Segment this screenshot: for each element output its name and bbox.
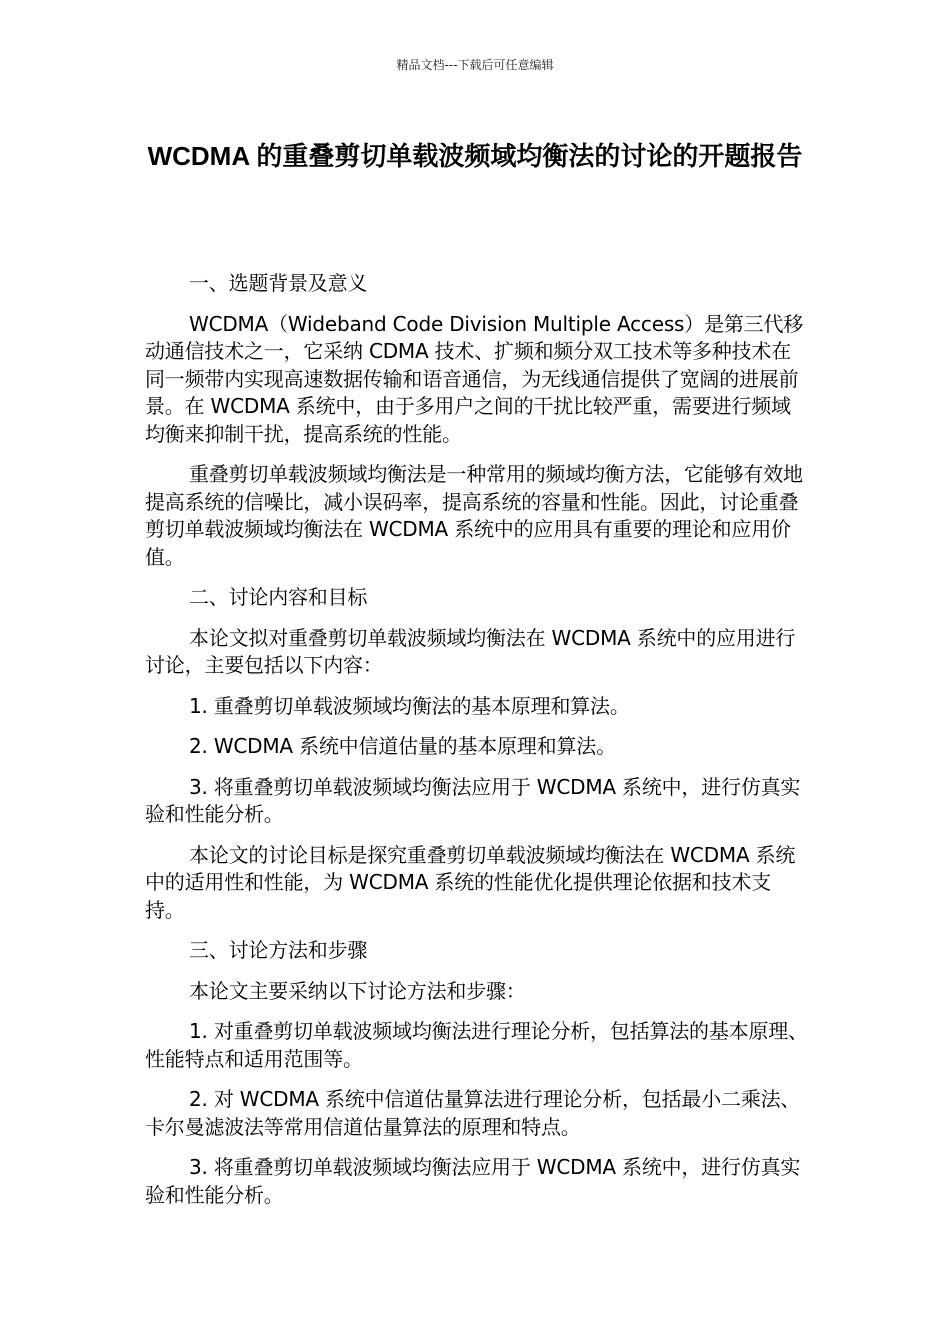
list-item-content-3: 3. 将重叠剪切单载波频域均衡法应用于 WCDMA 系统中，进行仿真实验和性能分析。	[145, 774, 801, 826]
paragraph-methods-intro: 本论文主要采纳以下讨论方法和步骤：	[189, 978, 526, 1003]
paragraph-content-intro: 本论文拟对重叠剪切单载波频域均衡法在 WCDMA 系统中的应用进行讨论，主要包括以下内容：	[145, 625, 796, 677]
section-heading-content-goals: 二、讨论内容和目标	[189, 585, 368, 609]
list-item-content-2: 2. WCDMA 系统中信道估量的基本原理和算法。	[189, 734, 616, 758]
paragraph-wcdma-intro: WCDMA（Wideband Code Division Multiple Access）是第三代移动通信技术之一，它采纳 CDMA 技术、扩频和频分双工技术等多种技术在同一频带内实现高速数据传输和语音通信，为无线通信提供了宽阔的进展前景。在 WCDMA 系统中，由于多用户之间的干扰比较严重，需要进行频域均衡来抑制干扰，提高系统的性能。	[145, 311, 804, 446]
paragraph-research-goal: 本论文的讨论目标是探究重叠剪切单载波频域均衡法在 WCDMA 系统中的适用性和性能，为 WCDMA 系统的性能优化提供理论依据和技术支持。	[145, 842, 796, 922]
section-heading-background: 一、选题背景及意义	[189, 271, 368, 295]
list-item-content-1: 1. 重叠剪切单载波频域均衡法的基本原理和算法。	[189, 693, 630, 718]
paragraph-equalization-method: 重叠剪切单载波频域均衡法是一种常用的频域均衡方法，它能够有效地提高系统的信噪比，减小误码率，提高系统的容量和性能。因此，讨论重叠剪切单载波频域均衡法在 WCDMA 系统中的应用具有重要的理论和应用价值。	[145, 462, 803, 569]
list-item-method-1: 1. 对重叠剪切单载波频域均衡法进行理论分析，包括算法的基本原理、性能特点和适用范围等。	[145, 1019, 808, 1071]
list-item-method-2: 2. 对 WCDMA 系统中信道估量算法进行理论分析，包括最小二乘法、卡尔曼滤波法等常用信道估量算法的原理和特点。	[145, 1087, 801, 1139]
header-note: 精品文档---下载后可任意编辑	[396, 58, 554, 72]
list-item-method-3: 3. 将重叠剪切单载波频域均衡法应用于 WCDMA 系统中，进行仿真实验和性能分析。	[145, 1155, 801, 1207]
document-body	[145, 270, 810, 1222]
section-heading-methods: 三、讨论方法和步骤	[189, 938, 368, 962]
document-title: WCDMA 的重叠剪切单载波频域均衡法的讨论的开题报告	[147, 141, 803, 171]
